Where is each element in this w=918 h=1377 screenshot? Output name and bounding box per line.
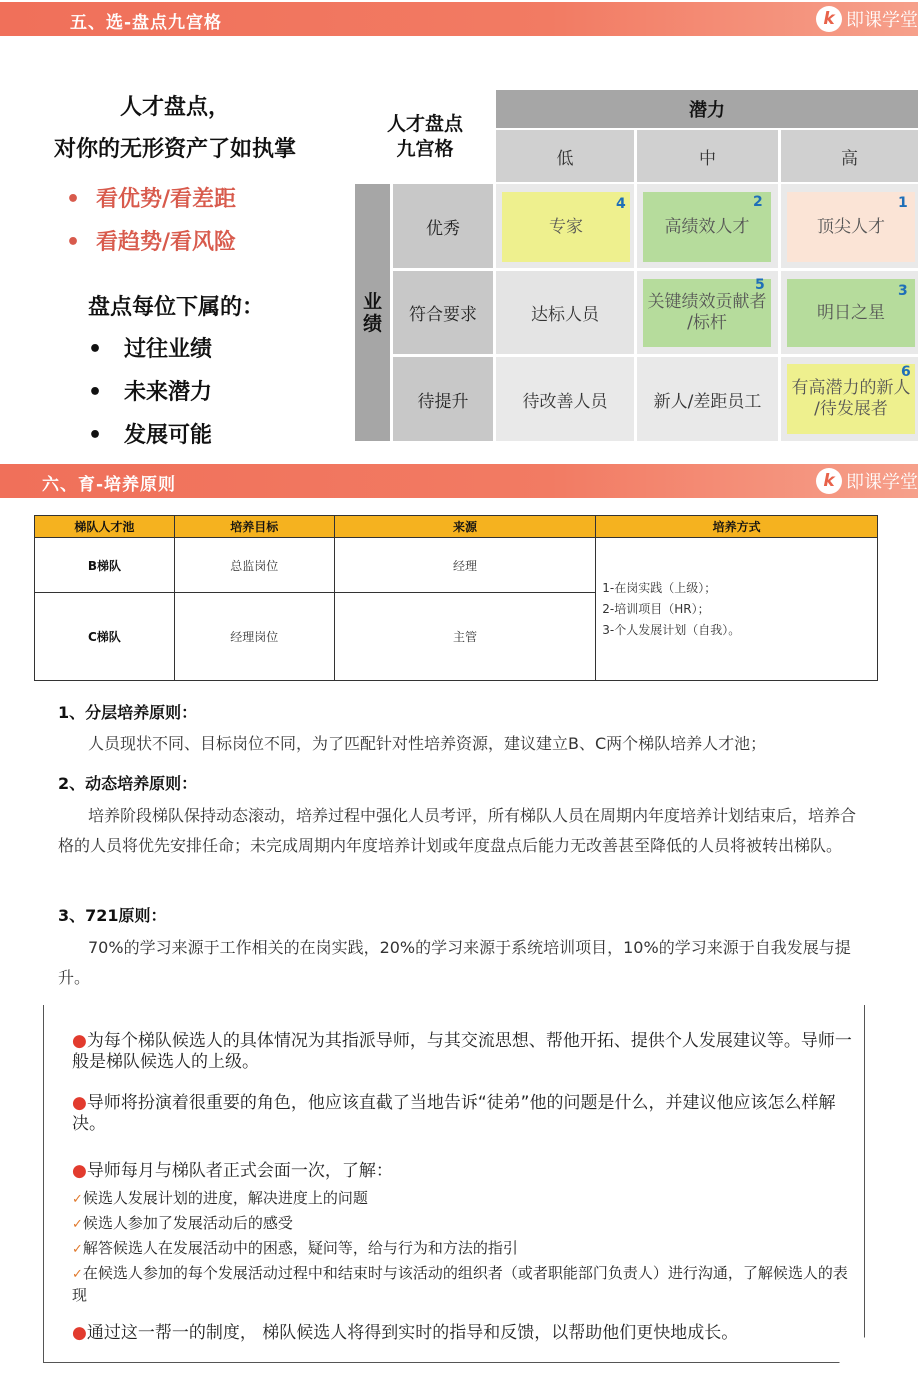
- brand-logo: [816, 467, 918, 495]
- grid-cell-r2c2: 关键绩效贡献者 /标杆: [643, 279, 771, 347]
- s5-heading-line2: 对你的无形资产了如执掌: [53, 137, 296, 162]
- principle-title: 1、分层培养原则：: [58, 703, 198, 722]
- card-paragraph: ●导师将扮演着很重要的角色，他应该直截了当地告诉“徒弟”他的问题是什么，并建议他应该怎么样解决。: [72, 1093, 836, 1134]
- performance-meets: 符合要求: [393, 271, 493, 354]
- check-item: ✓解答候选人在发展活动中的困惑，疑问等，给与行为和方法的指引: [72, 1239, 518, 1257]
- check-icon: ✓: [72, 1242, 83, 1257]
- principle-title: 2、动态培养原则：: [58, 774, 198, 793]
- cell-source: 主管: [334, 593, 596, 681]
- col-header: 培养方式: [596, 516, 878, 538]
- bullet-dot-icon: •: [88, 337, 103, 362]
- red-dot-icon: ●: [72, 1323, 87, 1343]
- red-dot-icon: ●: [72, 1093, 87, 1113]
- performance-excellent: 优秀: [393, 184, 493, 268]
- card-paragraph: ●导师每月与梯队者正式会面一次，了解：: [72, 1161, 393, 1181]
- s5-heading-line1: 人才盘点，: [119, 95, 230, 120]
- card-paragraph: ●为每个梯队候选人的具体情况为其指派导师，与其交流思想、帮他开拓、提供个人发展建议等。导师一般是梯队候选人的上级。: [72, 1031, 852, 1072]
- s5-subheading: 盘点每位下属的：: [88, 295, 265, 320]
- logo-icon: k: [816, 468, 842, 494]
- mentor-note-card: [43, 1005, 865, 1363]
- table-header-row: [35, 516, 878, 538]
- grid-cell-r1c1: 专家: [502, 192, 630, 262]
- check-item: ✓候选人发展计划的进度，解决进度上的问题: [72, 1189, 368, 1207]
- cell-number: 5: [755, 277, 765, 293]
- principle-text: 70%的学习来源于工作相关的在岗实践，20%的学习来源于系统培训项目，10%的学习来源于自我发展与提升。: [58, 938, 851, 987]
- cell-target: 总监岗位: [174, 538, 334, 593]
- grid-cell-r3c3: 有高潜力的新人 /待发展者: [787, 364, 915, 434]
- check-icon: ✓: [72, 1192, 83, 1207]
- check-item: ✓在候选人参加的每个发展活动过程中和结束时与该活动的组织者（或者职能部门负责人）进行沟通，了解候选人的表现: [72, 1264, 848, 1304]
- cell-number: 3: [898, 283, 908, 299]
- black-bullet-item: • 过往业绩: [88, 337, 213, 362]
- principle-text: 人员现状不同、目标岗位不同，为了匹配针对性培养资源，建议建立B、C两个梯队培养人才池；: [88, 734, 767, 753]
- red-bullet-item: • 看优势/看差距: [66, 187, 237, 212]
- cell-target: 经理岗位: [174, 593, 334, 681]
- col-header: 来源: [334, 516, 596, 538]
- red-dot-icon: ●: [72, 1031, 87, 1051]
- col-header: 梯队人才池: [35, 516, 175, 538]
- grid-cell-r2c1: 达标人员: [496, 271, 634, 354]
- cell-number: 4: [616, 196, 626, 212]
- bullet-dot-icon: •: [66, 230, 81, 255]
- brand-logo: [816, 5, 918, 33]
- check-icon: ✓: [72, 1267, 83, 1282]
- bullet-dot-icon: •: [66, 187, 81, 212]
- section5-title: 五、选-盘点九宫格: [70, 13, 223, 33]
- col-header: 培养目标: [174, 516, 334, 538]
- principle-text: 培养阶段梯队保持动态滚动，培养过程中强化人员考评，所有梯队人员在周期内年度培养计划结束后，培养合格的人员将优先安排任命；未完成周期内年度培养计划或年度盘点后能力无改善甚至降低的人员将被转出梯队。: [58, 806, 857, 855]
- grid-cell-r3c1: 待改善人员: [496, 357, 634, 441]
- potential-mid: 中: [637, 130, 778, 182]
- grid-title: 人才盘点 九宫格: [386, 113, 463, 160]
- check-icon: ✓: [72, 1217, 83, 1232]
- black-bullet-item: • 发展可能: [88, 423, 213, 448]
- bullet-dot-icon: •: [88, 423, 103, 448]
- cell-method: 1-在岗实践（上级）； 2-培训项目（HR）； 3-个人发展计划（自我）。: [596, 538, 878, 681]
- grid-cell-r1c2: 高绩效人才: [643, 192, 771, 262]
- principle-title: 3、721原则：: [58, 906, 167, 925]
- performance-header: 业 绩: [355, 184, 390, 441]
- potential-header: 潜力: [496, 90, 918, 128]
- section5-banner: [0, 2, 918, 36]
- check-item: ✓候选人参加了发展活动后的感受: [72, 1214, 293, 1232]
- cell-number: 1: [898, 195, 908, 211]
- black-bullet-item: • 未来潜力: [88, 380, 213, 405]
- talent-pool-table: [34, 515, 878, 681]
- logo-text: 即课学堂: [846, 472, 918, 493]
- section6-title: 六、育-培养原则: [42, 475, 177, 495]
- table-row: [35, 538, 878, 593]
- red-bullet-item: • 看趋势/看风险: [66, 230, 237, 255]
- logo-text: 即课学堂: [846, 10, 918, 31]
- grid-cell-r1c3: 顶尖人才: [787, 192, 915, 262]
- cell-source: 经理: [334, 538, 596, 593]
- bullet-dot-icon: •: [88, 380, 103, 405]
- cell-pool: C梯队: [35, 593, 175, 681]
- cell-number: 2: [753, 194, 763, 210]
- card-paragraph: ●通过这一帮一的制度， 梯队候选人将得到实时的指导和反馈，以帮助他们更快地成长。: [72, 1323, 739, 1343]
- potential-high: 高: [781, 130, 918, 182]
- performance-improve: 待提升: [393, 357, 493, 441]
- section6-banner: [0, 464, 918, 498]
- potential-low: 低: [496, 130, 634, 182]
- red-dot-icon: ●: [72, 1161, 87, 1181]
- logo-icon: k: [816, 6, 842, 32]
- grid-cell-r3c2: 新人/差距员工: [637, 357, 778, 441]
- cell-number: 6: [901, 364, 911, 380]
- page-curl-decoration: [839, 1337, 865, 1363]
- cell-pool: B梯队: [35, 538, 175, 593]
- grid-cell-r2c3: 明日之星: [787, 279, 915, 347]
